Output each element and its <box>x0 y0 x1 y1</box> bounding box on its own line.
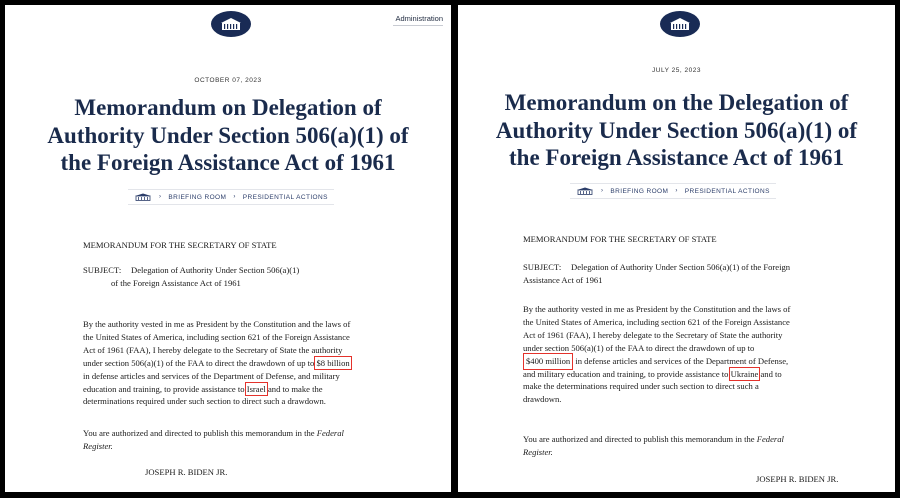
subject-label: SUBJECT: <box>523 262 562 272</box>
breadcrumb-briefing-room[interactable]: BRIEFING ROOM <box>168 193 227 201</box>
body-line: You are authorized and directed to publish this memorandum in the <box>523 434 757 444</box>
subject-label: SUBJECT: <box>83 265 122 275</box>
body-line: education and training, to provide assistance to <box>83 383 247 394</box>
title-line: Memorandum on the Delegation of <box>504 90 849 115</box>
body-line: Act of 1961 (FAA), I hereby delegate to the Secretary of State the authority <box>83 344 343 355</box>
memo-recipient: MEMORANDUM FOR THE SECRETARY OF STATE <box>523 234 717 244</box>
federal-register-text: Register. <box>83 440 113 451</box>
publish-date: OCTOBER 07, 2023 <box>194 77 262 84</box>
body-line: You are authorized and directed to publish this memorandum in the <box>83 428 317 438</box>
title-line: Memorandum on Delegation of <box>74 95 382 120</box>
title-line: the Foreign Assistance Act of 1961 <box>509 145 844 170</box>
federal-register-text: Register. <box>523 446 553 457</box>
body-line: under section 506(a)(1) of the FAA to direct the drawdown of up to <box>523 342 755 353</box>
subject-text: Delegation of Authority Under Section 506(a)(1) of the Foreign <box>571 262 791 272</box>
body-line: make the determinations required under such section to direct such a <box>523 381 759 392</box>
highlighted-amount: $8 billion <box>316 357 350 368</box>
memo-body-paragraph <box>523 303 843 406</box>
left-memo-panel <box>5 5 451 492</box>
body-line: By the authority vested in me as President by the Constitution and the laws of <box>83 319 351 329</box>
breadcrumb-briefing-room[interactable]: BRIEFING ROOM <box>610 187 669 195</box>
header-divider <box>393 25 443 26</box>
body-line: and to make the <box>265 383 323 394</box>
breadcrumb <box>128 189 334 205</box>
signature: JOSEPH R. BIDEN JR. <box>756 474 839 484</box>
body-line: and military education and training, to provide assistance to <box>523 368 731 379</box>
white-house-home-icon[interactable] <box>576 187 594 195</box>
memo-recipient: MEMORANDUM FOR THE SECRETARY OF STATE <box>83 240 277 250</box>
body-line: Act of 1961 (FAA), I hereby delegate to the Secretary of State the authority <box>523 329 783 340</box>
breadcrumb-presidential-actions[interactable]: PRESIDENTIAL ACTIONS <box>242 193 328 201</box>
body-line: drawdown. <box>523 394 562 405</box>
page-title <box>5 94 451 177</box>
body-line: and to <box>758 368 782 379</box>
white-house-seal-icon[interactable] <box>211 11 251 37</box>
right-memo-panel <box>458 5 895 492</box>
white-house-seal-icon[interactable] <box>660 11 700 37</box>
publish-date: JULY 25, 2023 <box>652 67 701 74</box>
breadcrumb <box>570 183 776 199</box>
highlighted-amount: $400 million <box>523 353 573 370</box>
chevron-right-icon: › <box>601 188 604 194</box>
subject-text: Assistance Act of 1961 <box>523 274 603 285</box>
memo-body-paragraph <box>83 318 398 408</box>
subject-text: Delegation of Authority Under Section 506(a)(1) <box>131 265 300 275</box>
memo-subject <box>523 261 843 287</box>
administration-link[interactable]: Administration <box>395 14 443 23</box>
white-house-home-icon[interactable] <box>134 193 152 201</box>
body-line: the United States of America, including section 621 of the Foreign Assistance <box>523 316 790 327</box>
publish-paragraph <box>523 433 843 459</box>
subject-text: of the Foreign Assistance Act of 1961 <box>111 277 241 288</box>
body-line: under section 506(a)(1) of the FAA to direct the drawdown of up to <box>83 357 317 368</box>
chevron-right-icon: › <box>159 194 162 200</box>
body-line: in defense articles and services of the Department of Defense, <box>573 355 789 366</box>
body-line: in defense articles and services of the Department of Defense, and military <box>83 370 340 381</box>
title-line: Authority Under Section 506(a)(1) of <box>495 117 858 143</box>
federal-register-text: Federal <box>756 434 784 444</box>
title-line: the Foreign Assistance Act of 1961 <box>60 150 396 175</box>
page-title <box>458 89 895 172</box>
highlighted-country: Israel <box>246 383 266 394</box>
publish-paragraph <box>83 427 383 453</box>
signature: JOSEPH R. BIDEN JR. <box>145 467 228 477</box>
chevron-right-icon: › <box>675 188 678 194</box>
highlighted-country: Ukraine <box>730 368 759 379</box>
breadcrumb-presidential-actions[interactable]: PRESIDENTIAL ACTIONS <box>684 187 770 195</box>
body-line: determinations required under such section to direct such a drawdown. <box>83 396 326 407</box>
chevron-right-icon: › <box>233 194 236 200</box>
federal-register-text: Federal <box>316 428 344 438</box>
body-line: the United States of America, including section 621 of the Foreign Assistance <box>83 331 350 342</box>
body-line: By the authority vested in me as President by the Constitution and the laws of <box>523 304 791 314</box>
memo-subject <box>83 264 383 290</box>
title-line: Authority Under Section 506(a)(1) of <box>47 122 409 148</box>
